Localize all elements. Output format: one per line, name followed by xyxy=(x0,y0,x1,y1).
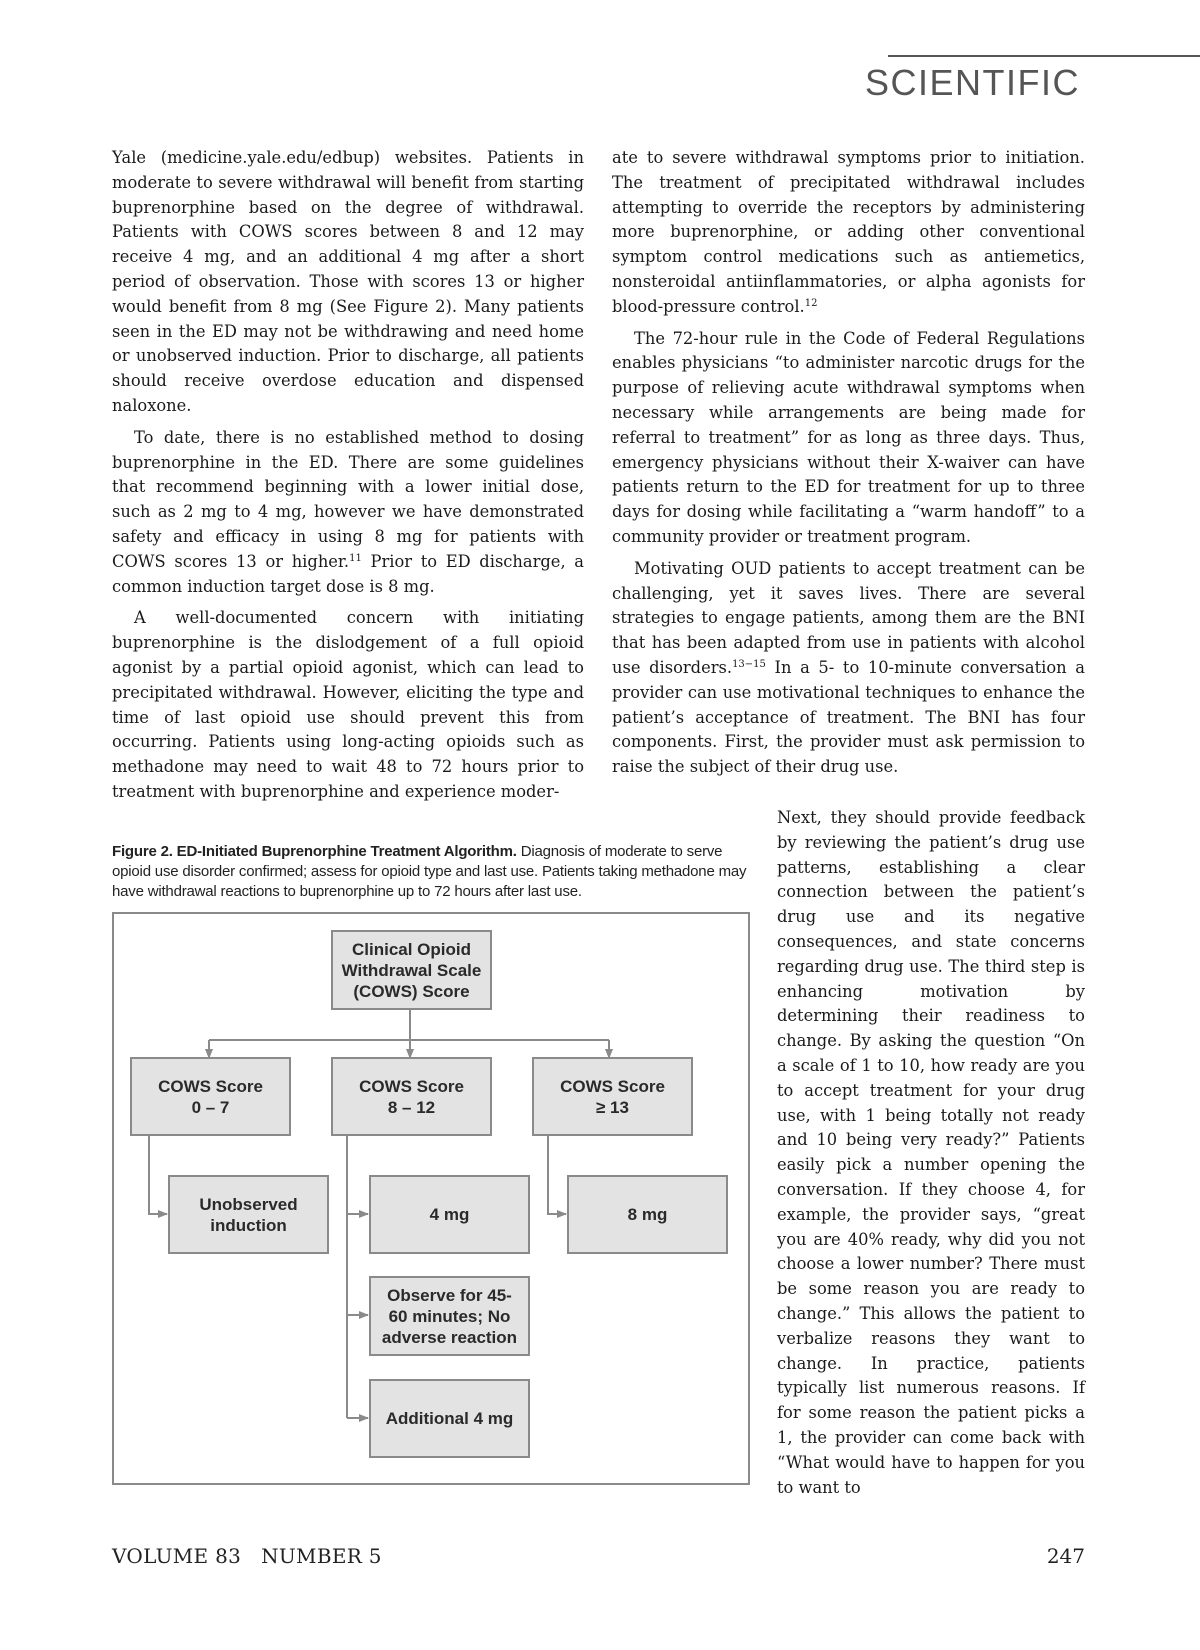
paragraph: Yale (medicine.yale.edu/edbup) websites. Patients in moderate to severe withdrawal will benefit from starting buprenorphine based on the degree of withdrawal. Patients with COWS scores between 8 and 12 may receive 4 mg, and an additional 4 mg after a short period of observation. Those with scores 13 or higher would benefit from 8 mg (See Figure 2). Many patients seen in the ED may not be withdrawing and need home or unobserved induction. Prior to discharge, all patients should receive overdose education and dispensed naloxone. xyxy=(112,148,584,415)
node-cows-8-12: COWS Score 8 – 12 xyxy=(331,1057,492,1136)
node-8mg: 8 mg xyxy=(567,1175,728,1254)
paragraph: To date, there is no established method to dosing buprenorphine in the ED. There are some guidelines that recommend beginning with a lower initial dose, such as 2 mg to 4 mg, however we have demonstrated safety and efficacy in using 8 mg for patients with COWS scores 13 or higher.$^{11}$ Prior to ED discharge, a common induction target dose is 8 mg. xyxy=(112,427,584,596)
footer-volume: VOLUME 83 NUMBER 5 xyxy=(112,1544,382,1568)
paragraph: The 72-hour rule in the Code of Federal Regulations enables physicians “to administer narcotic drugs for the purpose of relieving acute withdrawal symptoms when necessary while arrangements are being made for referral to treatment” for as long as three days. Thus, emergency physicians without their X-waiver can have patients return to the ED for treatment for up to three days for dosing while facilitating a “warm handoff” to a community provider or treatment program. xyxy=(612,328,1085,546)
section-title: SCIENTIFIC xyxy=(864,62,1080,103)
connector-high-to-8mg xyxy=(548,1134,566,1214)
citation: 12 xyxy=(804,297,818,309)
paragraph: Motivating OUD patients to accept treatment can be challenging, yet it saves lives. There are several strategies to engage patients, among them are the BNI that has been adapted from use in patients with alcohol use disorders.$^{13-15}$ In a 5- to 10-minute conversation a provider can use motivational techniques to enhance the patient’s acceptance of treatment. The BNI has four components. First, the provider must ask permission to raise the subject of their drug use. xyxy=(612,558,1086,777)
node-observe: Observe for 45- 60 minutes; No adverse reaction xyxy=(369,1276,530,1356)
node-cows-root: Clinical Opioid Withdrawal Scale (COWS) Score xyxy=(331,930,492,1010)
figure-caption-text: Diagnosis of moderate to serve opioid use disorder confirmed; assess for opioid type and last use. Patients taking methadone may have withdrawal reactions to buprenorphine up to 72 hours after last use. xyxy=(112,843,747,900)
node-unobserved-induction: Unobserved induction xyxy=(168,1175,329,1254)
node-additional-4mg: Additional 4 mg xyxy=(369,1379,530,1458)
paragraph: ate to severe withdrawal symptoms prior to initiation. The treatment of precipitated withdrawal includes attempting to override the receptors by administering more buprenorphine, or adding other conventional symptom control medications such as antiemetics, nonsteroidal antiinflammatories, or alpha agonists for blood-pressure control.$^{12}$ xyxy=(612,148,1085,316)
connector-low-to-unobserved xyxy=(149,1134,167,1214)
figure-caption-title: Figure 2. ED-Initiated Buprenorphine Treatment Algorithm. xyxy=(112,843,517,860)
paragraph: A well-documented concern with initiating buprenorphine is the dislodgement of a full opioid agonist by a partial opioid agonist, which can lead to precipitated withdrawal. However, eliciting the type and time of last opioid use should prevent this from occurring. Patients using long-acting opioids such as methadone may need to wait 48 to 72 hours prior to treatment with buprenorphine and experience moder- xyxy=(112,608,584,801)
citation: 13−15 xyxy=(732,658,766,670)
paragraph: Next, they should provide feedback by reviewing the patient’s drug use patterns, establishing a clear connection between the patient’s drug use and its negative consequences, and state concerns regarding drug use. The third step is enhancing motivation by determining their readiness to change. By asking the question “On a scale of 1 to 10, how ready are you to accept treatment for your drug use, with 1 being totally not ready and 10 being very ready?” Patients easily pick a number opening the conversation. If they choose 4, for example, the provider says, “great you are 40% ready, why did you not choose a lower number? There must be some reason you are ready to change.” This allows the patient to verbalize reasons they want to change. In practice, patients typically list numerous reasons. If for some reason the patient picks a 1, the provider can come back with “What would have to happen for you to want to xyxy=(777,808,1085,1497)
citation: 11 xyxy=(349,552,362,564)
node-cows-13-plus: COWS Score ≥ 13 xyxy=(532,1057,693,1136)
node-cows-0-7: COWS Score 0 – 7 xyxy=(130,1057,291,1136)
node-4mg: 4 mg xyxy=(369,1175,530,1254)
page-number: 247 xyxy=(1046,1544,1085,1568)
